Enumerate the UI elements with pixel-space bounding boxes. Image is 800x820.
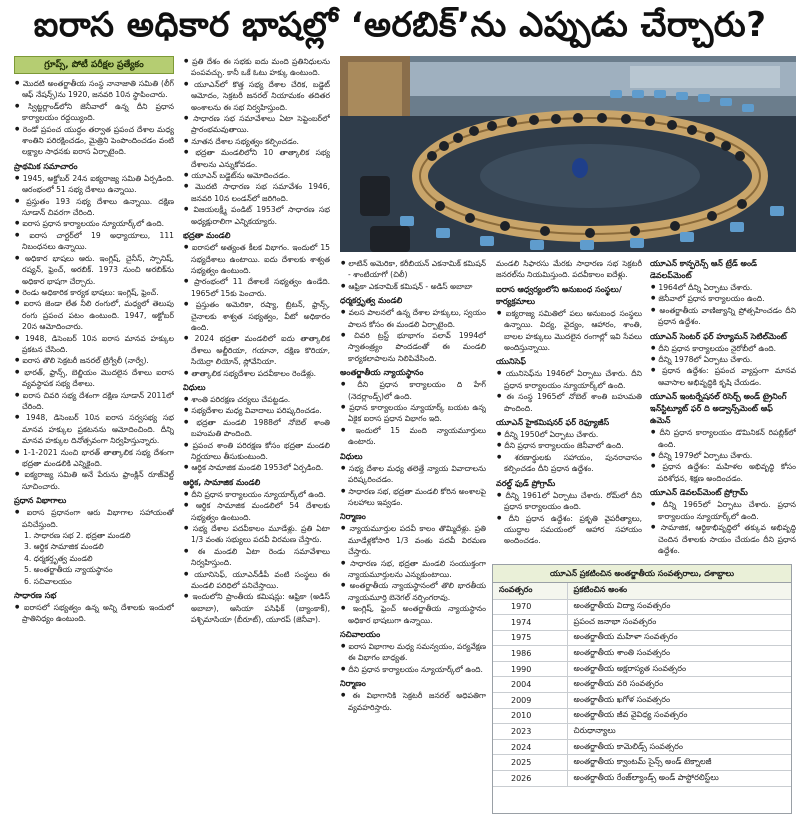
special-banner: గ్రూప్స్, పోటీ పరీక్షల ప్రత్యేకం (14, 56, 174, 74)
event-cell: అంతర్జాతీయ రేంజ్‌ల్యాండ్స్ అండ్ పాస్టోరలిస్ట్‌లు (567, 771, 791, 787)
paragraph: ● స్విట్జర్లాండ్‌లోని జెనీవాలో ఉన్న దీని ప్రధాన కార్యాలయం రద్దయ్యింది. (14, 101, 174, 124)
paragraph: ● దీని ప్రధాన కార్యాలయం న్యూయార్క్‌లో ఉంది. (340, 664, 486, 675)
paragraph: ● ఐరాస చివరి సభ్య దేశంగా దక్షిణ సూడాన్ 2011లో చేరింది. (14, 390, 174, 413)
paragraph: ● ఐరాస తొలి సెక్రటరీ జనరల్ ట్రిగ్వేలీ (నార్వే). (14, 355, 174, 366)
table-row (493, 755, 791, 771)
paragraph: ● ఐక్యరాజ్య సమితిలో పలు అనుబంధ సంస్థలు ఉన్నాయి. విద్య, వైద్యం, ఆహారం, శాంతి, బాలల హక్కులు మొదలైన రంగాల్లో ఇవి సేవలు అందిస్తున్నాయి. (496, 308, 642, 354)
section-heading: విధులు (340, 451, 363, 461)
paragraph: ● ఐరాసలో అత్యంత కీలక విభాగం. ఇందులో 15 సభ్యదేశాలు ఉంటాయి. ఐదు దేశాలకు శాశ్వత సభ్యత్వం ఉంటుంది. (183, 242, 330, 276)
column-3 (340, 258, 486, 816)
section-heading: ఐరాస ఆధ్వర్యంలోని అనుబంధ సంస్థలు/కార్యక్రమాలు (496, 284, 622, 306)
section-heading: యూఎన్ ఇంటర్నేషనల్ రిసెర్చ్ అండ్ ట్రైనింగ్ ఇన్‌స్టిట్యూట్ ఫర్ ది అడ్వాన్స్‌మెంట్ ఆఫ్ ఉమెన్ (650, 392, 787, 426)
paragraph: ● భారత్, ఫ్రాన్స్, బెల్జియం మొదలైన దేశాలు ఐరాస వ్యవస్థాపక సభ్య దేశాలు. (14, 367, 174, 390)
paragraph: ● అంతర్జాతీయ వాణిజ్యాన్ని ప్రోత్సహించడం దీని ప్రధాన ఉద్దేశం. (650, 305, 796, 328)
year-cell: 2023 (493, 724, 567, 740)
table-row (493, 630, 791, 646)
security-council-photo (340, 56, 796, 252)
year-cell: 2010 (493, 708, 567, 724)
section-heading: యూఎన్ డెవలప్‌మెంట్ ప్రోగ్రామ్ (650, 488, 748, 498)
paragraph: మండలి సిఫారసు మేరకు సాధారణ సభ సెక్రటరీ జనరల్‌ను నియమిస్తుంది. పదవీకాలం ఐదేళ్లు. (496, 259, 642, 280)
headline: ఐరాస అధికార భాషల్లో ‘అరబిక్’ను ఎప్పుడు చేర్చారు? (33, 5, 767, 45)
international-years-table (492, 564, 792, 814)
section-heading: ధర్మకర్తృత్వ మండలి (340, 296, 403, 306)
event-cell: అంతర్జాతీయ వరి సంవత్సరం (567, 677, 791, 693)
paragraph: ● భద్రతా మండలి 1988లో నోబెల్ శాంతి బహుమతి పొందింది. (183, 417, 330, 440)
section-heading: విధులు (183, 382, 206, 392)
paragraph: ● యూనిసెఫ్, యూఎన్‌డీపీ వంటి సంస్థలు ఈ మండలి పరిధిలో పనిచేస్తాయి. (183, 569, 330, 592)
paragraph: ● ఐరాసలో సభ్యత్వం ఉన్న అన్ని దేశాలకు ఇందులో ప్రాతినిధ్యం ఉంటుంది. (14, 602, 174, 625)
paragraph: ● చివరి ట్రస్ట్ భూభాగం పలావ్ 1994లో స్వాతంత్ర్యం పొందడంతో ఈ మండలి కార్యకలాపాలను నిలిపివేసింది. (340, 330, 486, 364)
year-cell: 1974 (493, 615, 567, 631)
paragraph: ● యూఎన్ బడ్జెట్‌ను ఆమోదించడం. (183, 170, 330, 181)
paragraph: ● దీని ప్రధాన కార్యాలయం ది హేగ్ (నెదర్లాండ్స్)లో ఉంది. (340, 379, 486, 402)
event-cell: అంతర్జాతీయ అక్షరాస్యత సంవత్సరం (567, 661, 791, 677)
section-heading: సచివాలయం (340, 629, 381, 639)
section-heading: యునిసెఫ్ (496, 357, 526, 367)
paragraph: ● దీని ప్రధాన కార్యాలయం న్యూయార్క్‌లో ఉంది. (183, 489, 330, 500)
paragraph: ● ఇంగ్లిష్, ఫ్రెంచ్ అంతర్జాతీయ న్యాయస్థానం అధికార భాషలుగా ఉన్నాయి. (340, 603, 486, 626)
event-cell: అంతర్జాతీయ కామెలిడ్స్ సంవత్సరం (567, 739, 791, 755)
paragraph: ● దీన్ని 1978లో ఏర్పాటు చేశారు. (650, 354, 796, 365)
year-cell: 2026 (493, 771, 567, 787)
paragraph: ● ఆఫ్రికా ఎకనామిక్ కమిషన్ - అడిస్ అబాబా (340, 281, 486, 292)
column-5 (650, 258, 796, 558)
section-heading: ప్రధాన విభాగాలు (14, 496, 67, 506)
section-heading: సాధారణ సభ (14, 591, 57, 601)
table-row (493, 661, 791, 677)
paragraph: ● యూఎన్‌లో కొత్త సభ్య దేశాల చేరిక, బడ్జెట్ ఆమోదం, సెక్రటరీ జనరల్ నియామకం తదితర అంశాలను ఈ సభ నిర్వహిస్తుంది. (183, 79, 330, 113)
paragraph: ● వలస పాలనలో ఉన్న దేశాల హక్కులు, స్వయం పాలన కోసం ఈ మండలి ఏర్పాటైంది. (340, 307, 486, 330)
paragraph: ● 1945, అక్టోబర్ 24న ఐక్యరాజ్య సమితి ఏర్పడింది. ఆరంభంలో 51 సభ్య దేశాలు ఉన్నాయి. (14, 173, 174, 196)
event-cell: అంతర్జాతీయ శాంతి సంవత్సరం (567, 646, 791, 662)
section-heading: ప్రాథమిక సమాచారం (14, 161, 78, 171)
year-cell: 2004 (493, 677, 567, 693)
organ-item: 5. అంతర్జాతీయ న్యాయస్థానం (24, 565, 113, 575)
table-row (493, 646, 791, 662)
security-council-illustration (340, 56, 796, 252)
year-cell: 1975 (493, 630, 567, 646)
paragraph: ● శరణార్థులకు సహాయం, పునరావాసం కల్పించడం దీని ప్రధాన ఉద్దేశం. (496, 452, 642, 475)
table-row (493, 724, 791, 740)
paragraph: ● ఐరాస విభాగాల మధ్య సమన్వయం, పర్యవేక్షణ ఈ విభాగం బాధ్యత. (340, 641, 486, 664)
paragraph: ● న్యాయమూర్తుల పదవీ కాలం తొమ్మిదేళ్లు. ప్రతి మూడేళ్లకోసారి 1/3 వంతు పదవీ విరమణ చేస్తారు. (340, 523, 486, 557)
paragraph: ● సాధారణ సభ, భద్రతా మండలి కోరిన అంశాలపై సలహాలు ఇవ్వడం. (340, 486, 486, 509)
paragraph: ● ప్రస్తుతం అమెరికా, రష్యా, బ్రిటన్, ఫ్రాన్స్, చైనాలకు శాశ్వత సభ్యత్వం, వీటో అధికారం ఉంది. (183, 299, 330, 333)
paragraph: ● జెనీవాలో ప్రధాన కార్యాలయం ఉంది. (650, 293, 796, 304)
paragraph: ● అంతర్జాతీయ న్యాయస్థానంలో తొలి భారతీయ న్యాయమూర్తి బెనెగల్ నర్సింగరావు. (340, 580, 486, 603)
paragraph: ● ప్రపంచ శాంతి పరిరక్షణ కోసం భద్రతా మండలి నిర్ణయాలు తీసుకుంటుంది. (183, 440, 330, 463)
paragraph: ● ఐరాస ప్రధానంగా ఆరు విభాగాల సహాయంతో పనిచేస్తుంది. (14, 507, 174, 530)
paragraph: ● దీని ప్రధాన కార్యాలయం డొమినికన్ రిపబ్లిక్‌లో ఉంది. (650, 427, 796, 450)
paragraph: ● సామాజిక, ఆర్థికాభివృద్ధిలో తక్కువ అభివృద్ధి చెందిన దేశాలకు సాయం చేయడం దీని ప్రధాన ఉద్దేశం. (650, 522, 796, 556)
paragraph: ● ఈ విభాగానికి సెక్రటరీ జనరల్ అధిపతిగా వ్యవహరిస్తారు. (340, 690, 486, 713)
paragraph: ● లాటిన్ అమెరికా, కరీబియన్ ఎకనామిక్ కమిషన్ - శాంటియాగో (చిలీ) (340, 258, 486, 281)
header-year: సంవత్సరం (493, 583, 567, 599)
paragraph: ● తాత్కాలిక సభ్యదేశాల పదవీకాలం రెండేళ్లు. (183, 368, 330, 379)
paragraph: ● ప్రధాన ఉద్దేశం: మహిళల అభివృద్ధి కోసం పరిశోధన, శిక్షణ అందించడం. (650, 461, 796, 484)
column-2 (183, 56, 330, 816)
event-cell: అంతర్జాతీయ ఖగోళ సంవత్సరం (567, 693, 791, 709)
organ-item: 3. ఆర్థిక సామాజిక మండలి (24, 542, 104, 552)
table-row (493, 677, 791, 693)
paragraph: ● దీన్ని 1961లో ఏర్పాటు చేశారు. రోమ్‌లో దీని ప్రధాన కార్యాలయం ఉంది. (496, 490, 642, 513)
event-cell: చిరుధాన్యాలు (567, 724, 791, 740)
paragraph: ● 1948, డిసెంబర్ 10న ఐరాస మానవ హక్కుల ప్రకటన చేసింది. (14, 333, 174, 356)
paragraph: ● 2024 భద్రతా మండలిలో ఐదు తాత్కాలిక దేశాలు అల్జీరియా, గయానా, దక్షిణ కొరియా, సియెర్రా లియోన్, స్లోవేనియా. (183, 333, 330, 367)
paragraph: ● సభ్య దేశాల పదవీకాలం మూడేళ్లు. ప్రతి ఏటా 1/3 వంతు సభ్యులు పదవీ విరమణ చేస్తారు. (183, 523, 330, 546)
paragraph: ● విజయలక్ష్మీ పండిట్ 1953లో సాధారణ సభ అధ్యక్షురాలిగా ఎన్నికయ్యారు. (183, 204, 330, 227)
years-table (493, 583, 791, 787)
paragraph: ● ఇందులోని ప్రాంతీయ కమిషన్లు: ఆఫ్రికా (అడిస్ అబాబా), ఆసియా పసిఫిక్ (బ్యాంకాక్), పశ్చిమాసియా (బీరూట్), యూరప్ (జెనీవా). (183, 591, 330, 625)
paragraph: ● దీని ప్రధాన కార్యాలయం నైరోబీలో ఉంది. (650, 343, 796, 354)
year-cell: 1986 (493, 646, 567, 662)
event-cell: ప్రపంచ జనాభా సంవత్సరం (567, 615, 791, 631)
paragraph: ● దీన్ని 1979లో ఏర్పాటు చేశారు. (650, 450, 796, 461)
paragraph: ● ఐరాస చార్టర్‌లో 19 అధ్యాయాలు, 111 నిబంధనలు ఉన్నాయి. (14, 230, 174, 253)
section-heading: యూఎన్ హైకమిషనర్ ఫర్ రెఫ్యూజీస్ (496, 418, 610, 428)
paragraph: ● దీన్ని 1965లో ఏర్పాటు చేశారు. ప్రధాన కార్యాలయం న్యూయార్క్‌లో ఉంది. (650, 499, 796, 522)
paragraph: ● సభ్యదేశాల మధ్య వివాదాలు పరిష్కరించడం. (183, 405, 330, 416)
paragraph: ● శాంతి పరిరక్షణ చర్యలు చేపట్టడం. (183, 394, 330, 405)
paragraph: ● మొదటి అంతర్జాతీయ సంస్థ నానాజాతి సమితి (లీగ్ ఆఫ్ నేషన్స్)ను 1920, జనవరి 10న స్థాపించారు. (14, 78, 174, 101)
table-row (493, 771, 791, 787)
paragraph: ● ఈ మండలి ఏటా రెండు సమావేశాలు నిర్వహిస్తుంది. (183, 546, 330, 569)
paragraph: ● 1948, డిసెంబర్ 10న ఐరాస సర్వసభ్య సభ మానవ హక్కుల ప్రకటనను ఆమోదించింది. దీన్ని మానవ హక్కుల దినోత్సవంగా నిర్వహిస్తున్నారు. (14, 412, 174, 446)
organ-item: 1. సాధారణ సభ 2. భద్రతా మండలి (24, 531, 131, 541)
table-row (493, 599, 791, 615)
year-cell: 2025 (493, 755, 567, 771)
year-cell: 2024 (493, 739, 567, 755)
table-row (493, 708, 791, 724)
paragraph: ● సాధారణ సభ సమావేశాలు ఏటా సెప్టెంబర్‌లో ప్రారంభమవుతాయి. (183, 113, 330, 136)
section-heading: నిర్మాణం (340, 512, 366, 522)
paragraph: ● మొదటి సాధారణ సభ సమావేశం 1946, జనవరి 10న లండన్‌లో జరిగింది. (183, 181, 330, 204)
section-heading: వరల్డ్ ఫుడ్ ప్రోగ్రామ్ (496, 478, 556, 488)
section-heading: ఆర్థిక, సామాజిక మండలి (183, 477, 261, 487)
table-title: యూఎన్‌ ప్రకటించిన అంతర్జాతీయ సంవత్సరాలు, దశాబ్దాలు (493, 565, 791, 583)
paragraph: ● ప్రధాన కార్యాలయం న్యూయార్క్ బయట ఉన్న ఏకైక ఐరాస ప్రధాన విభాగం ఇది. (340, 402, 486, 425)
paragraph: ● 1-1-2021 నుంచి భారత్ తాత్కాలిక సభ్య దేశంగా భద్రతా మండలికి ఎన్నికైంది. (14, 447, 174, 470)
paragraph: ● ప్రారంభంలో 11 దేశాలకే సభ్యత్వం ఉండేది. 1965లో 15కు పెంచారు. (183, 276, 330, 299)
section-heading: భద్రతా మండలి (183, 231, 231, 241)
paragraph: ● భద్రతా మండలిలోని 10 తాత్కాలిక సభ్య దేశాలను ఎన్నుకోవడం. (183, 147, 330, 170)
paragraph: ● ప్రస్తుతం 193 సభ్య దేశాలు ఉన్నాయి. దక్షిణ సూడాన్ చివరగా చేరింది. (14, 196, 174, 219)
paragraph: ● ఐరాస జెండా లేత నీలి రంగులో, మధ్యలో తెలుపు రంగు ప్రపంచ పటం ఉంటుంది. 1947, అక్టోబర్ 20న ఆమోదించారు. (14, 298, 174, 332)
column-4 (496, 258, 642, 558)
paragraph: ● సాధారణ సభ, భద్రతా మండలి సంయుక్తంగా న్యాయమూర్తులను ఎన్నుకుంటాయి. (340, 558, 486, 581)
column-1 (14, 56, 174, 816)
event-cell: అంతర్జాతీయ విద్యా సంవత్సరం (567, 599, 791, 615)
organ-item: 4. ధర్మకర్తృత్వ మండలి (24, 553, 93, 563)
paragraph: ● సభ్య దేశాల మధ్య తలెత్తే న్యాయ వివాదాలను పరిష్కరించడం. (340, 463, 486, 486)
paragraph: ● ఆర్థిక సామాజిక మండలి 1953లో ఏర్పడింది. (183, 462, 330, 473)
paragraph: ● యునిసెఫ్‌ను 1946లో ఏర్పాటు చేశారు. దీని ప్రధాన కార్యాలయం న్యూయార్క్‌లో ఉంది. (496, 368, 642, 391)
event-cell: అంతర్జాతీయ క్వాంటమ్ సైన్స్ అండ్ టెక్నాలజీ (567, 755, 791, 771)
year-cell: 1970 (493, 599, 567, 615)
paragraph: ● నూతన దేశాల సభ్యత్వం కల్పించడం. (183, 136, 330, 147)
section-heading: యూఎన్ కాన్ఫరెన్స్ ఆన్ ట్రేడ్ అండ్ డెవలప్‌మెంట్ (650, 259, 757, 280)
paragraph: ● ఇందులో 15 మంది న్యాయమూర్తులు ఉంటారు. (340, 425, 486, 448)
paragraph: ● దీని ప్రధాన ఉద్దేశం: ప్రకృతి వైపరీత్యాలు, యుద్ధాల సమయంలో ఆహార సహాయం అందించడం. (496, 513, 642, 547)
table-row (493, 739, 791, 755)
section-heading: అంతర్జాతీయ న్యాయస్థానం (340, 368, 424, 378)
paragraph: ● రెండో ప్రపంచ యుద్ధం తర్వాత ప్రపంచ దేశాల మధ్య శాంతిని పరిరక్షించడం, మైత్రిని పెంపొందించడం వంటి లక్ష్యాల సాధనకు ఐరాస ఏర్పాటైంది. (14, 124, 174, 158)
organ-item: 6. సచివాలయం (24, 576, 72, 586)
paragraph: ● దీని ప్రధాన కార్యాలయం జెనీవాలో ఉంది. (496, 440, 642, 451)
paragraph: ● అధికార భాషలు ఆరు. ఇంగ్లిష్, చైనీస్, స్పానిష్, రష్యన్, ఫ్రెంచ్, అరబిక్. 1973 నుంచి అరబిక్‌ను అధికార భాషగా చేర్చారు. (14, 253, 174, 287)
table-row (493, 615, 791, 631)
event-cell: అంతర్జాతీయ మహిళా సంవత్సరం (567, 630, 791, 646)
year-cell: 1990 (493, 661, 567, 677)
table-header-row (493, 583, 791, 599)
paragraph: ● 1964లో దీన్ని ఏర్పాటు చేశారు. (650, 282, 796, 293)
paragraph: ● ప్రతి దేశం ఈ సభకు ఐదు మంది ప్రతినిధులను పంపవచ్చు. కానీ ఒకే ఓటు హక్కు ఉంటుంది. (183, 56, 330, 79)
header-event: ప్రకటించిన అంశం (567, 583, 791, 599)
event-cell: అంతర్జాతీయ జీవ వైవిధ్య సంవత్సరం (567, 708, 791, 724)
paragraph: ● దీన్ని 1950లో ఏర్పాటు చేశారు. (496, 429, 642, 440)
paragraph: ● ఈ సంస్థ 1965లో నోబెల్ శాంతి బహుమతి పొందింది. (496, 391, 642, 414)
paragraph: ● ఐరాస ప్రధాన కార్యాలయం న్యూయార్క్‌లో ఉంది. (14, 218, 174, 229)
paragraph: ● ఐక్యరాజ్య సమితి అనే పేరును ఫ్రాంక్లిన్ రూజ్‌వెల్ట్ సూచించారు. (14, 469, 174, 492)
paragraph: ● ప్రధాన ఉద్దేశం: ప్రపంచ వ్యాప్తంగా మానవ ఆవాసాల అభివృద్ధికి కృషి చేయడం. (650, 365, 796, 388)
table-row (493, 693, 791, 709)
paragraph: ● రెండు అధికారిక కార్యక భాషలు: ఇంగ్లిష్, ఫ్రెంచ్. (14, 287, 174, 298)
section-heading: యూఎన్ సెంటర్ ఫర్ హ్యూమన్ సెటిల్‌మెంట్ (650, 331, 787, 341)
year-cell: 2009 (493, 693, 567, 709)
paragraph: ● ఆర్థిక సామాజిక మండలిలో 54 దేశాలకు సభ్యత్వం ఉంటుంది. (183, 500, 330, 523)
section-heading: నిర్మాణం (340, 679, 366, 689)
